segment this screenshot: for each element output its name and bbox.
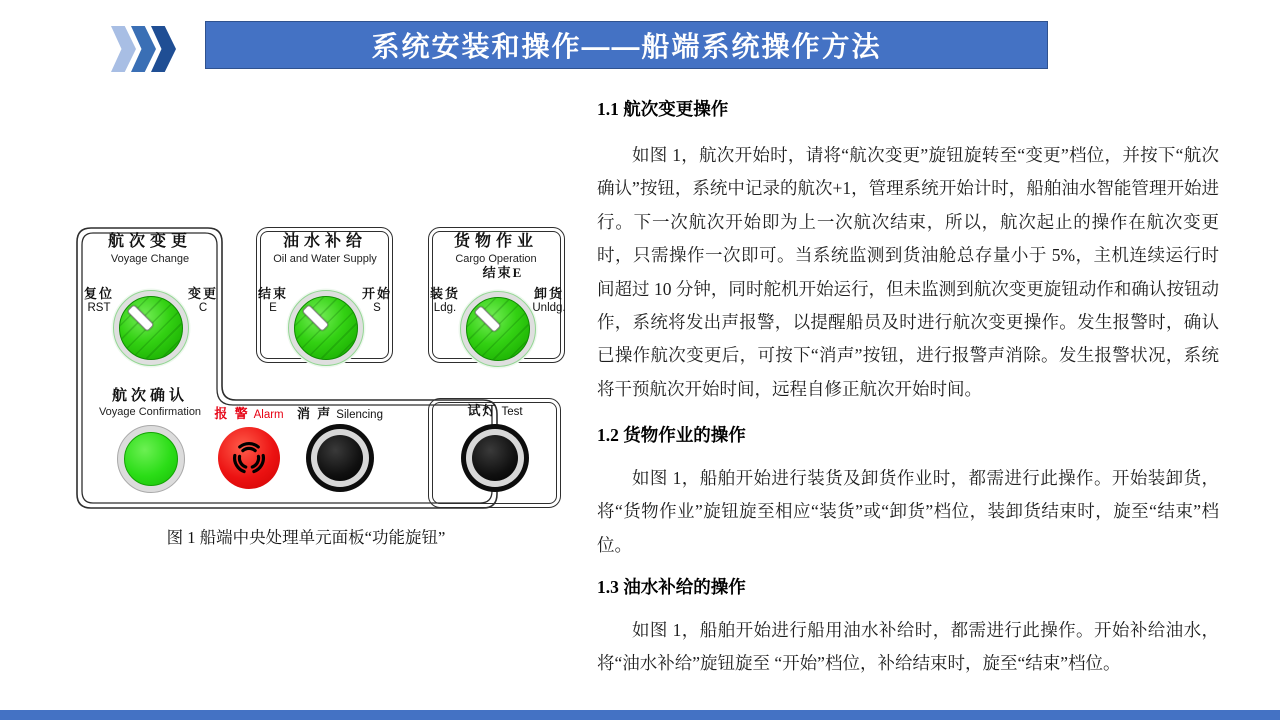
voyage-change-knob xyxy=(113,290,189,366)
voyage-change-pos-right: 变更 C xyxy=(187,286,218,314)
figure-caption: 图 1 船端中央处理单元面板“功能旋钮” xyxy=(166,528,446,547)
silencing-button xyxy=(306,424,374,492)
knob-pointer xyxy=(302,304,330,332)
cargo-pos-right: 卸货 Unldg. xyxy=(532,286,566,314)
oil-water-title-cn: 油水补给 xyxy=(282,233,367,250)
oil-water-pos-left: 结束 E xyxy=(257,286,288,314)
cargo-title-cn: 货物作业 xyxy=(453,233,538,250)
voyage-confirm-button xyxy=(117,425,185,493)
chevron-light-icon xyxy=(111,26,136,72)
voyage-change-pos-left: 复位 RST xyxy=(83,286,114,314)
oil-water-title-en: Oil and Water Supply xyxy=(273,253,377,265)
alarm-sound-icon xyxy=(225,434,273,482)
voyage-confirm-button-face xyxy=(124,432,178,486)
chevron-logo-icon xyxy=(111,26,171,72)
cargo-title-en: Cargo Operation xyxy=(455,253,537,265)
voyage-change-knob-face xyxy=(119,296,183,360)
cargo-pos-left: 装货 Ldg. xyxy=(429,286,460,314)
oil-water-knob xyxy=(288,290,364,366)
oil-water-pos-right: 开始 S xyxy=(361,286,392,314)
test-button xyxy=(461,424,529,492)
title-bar xyxy=(205,21,1048,69)
oil-water-knob-face xyxy=(294,296,358,360)
voyage-confirm-title-en: Voyage Confirmation xyxy=(98,406,202,418)
test-label: 试灯 Test xyxy=(467,403,523,418)
section-heading-2: 1.2 货物作业的操作 xyxy=(597,425,746,445)
cargo-knob-face xyxy=(466,297,530,361)
knob-pointer xyxy=(127,304,155,332)
section-heading-1: 1.1 航次变更操作 xyxy=(597,99,729,119)
footer-accent-bar xyxy=(0,710,1280,720)
alarm-label: 报 警 Alarm xyxy=(214,406,284,421)
voyage-change-title-cn: 航次变更 xyxy=(107,233,192,250)
knob-pointer xyxy=(474,305,502,333)
page-title: 系统安装和操作——船端系统操作方法 xyxy=(371,31,882,62)
voyage-change-title-en: Voyage Change xyxy=(110,253,190,265)
cargo-pos-top: 结束E xyxy=(482,265,524,280)
section-body-2: 如图 1，船舶开始进行装货及卸货作业时，都需进行此操作。开始装卸货，将“货物作业”旋钮旋至相应“装货”或“卸货”档位，装卸货结束时，旋至“结束”档位。 xyxy=(597,468,1219,555)
voyage-confirm-title-cn: 航次确认 xyxy=(111,388,188,404)
silencing-label: 消 声 Silencing xyxy=(297,406,383,421)
alarm-button xyxy=(218,427,280,489)
section-heading-3: 1.3 油水补给的操作 xyxy=(597,577,746,597)
section-body-3: 如图 1，船舶开始进行船用油水补给时，都需进行此操作。开始补给油水，将“油水补给”旋钮旋至 “开始”档位，补给结束时，旋至“结束”档位。 xyxy=(597,620,1219,674)
cargo-knob xyxy=(460,291,536,367)
section-body-1: 如图 1，航次开始时，请将“航次变更”旋钮旋转至“变更”档位，并按下“航次确认”按钮，系统中记录的航次+1，管理系统开始计时，船舶油水智能管理开始进行。下一次航次开始即为上一次航次结束，所以，航次起止的操作在航次变更时，只需操作一次即可。当系统监测到货油舱总存量小于 5%，主机连续运行时间超过 10 分钟，同时舵机开始运行，但未监测到航次变更旋钮动作和确认按钮动作，系统将发出声报警，以提醒船员及时进行航次变更操作。发生报警时，确认已操作航次变更后，可按下“消声”按钮，进行报警声消除。发生报警状况，系统将干预航次开始时间，远程自修正航次开始时间。 xyxy=(597,145,1219,399)
